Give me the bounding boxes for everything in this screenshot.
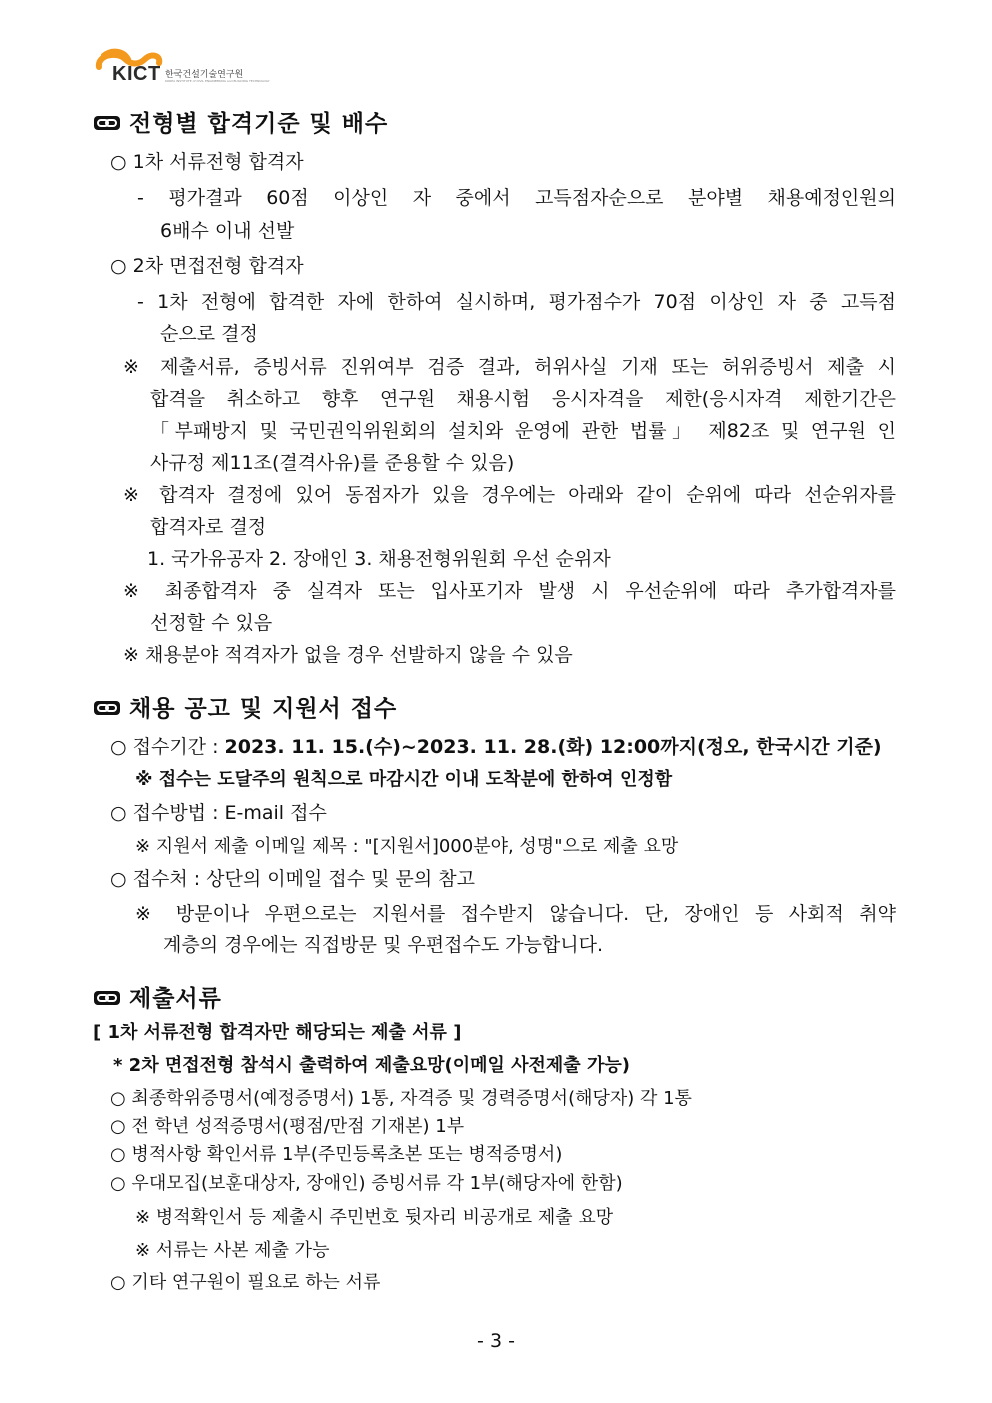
note-item: 선정할 수 있음	[150, 612, 273, 634]
section-heading-documents	[93, 987, 222, 1011]
note-item: ※ 지원서 제출 이메일 제목 : "[지원서]000분야, 성명"으로 제출 요망	[135, 836, 679, 857]
section-heading-pass-criteria	[93, 112, 388, 136]
kict-logo	[95, 45, 270, 87]
list-item: 순으로 결정	[160, 323, 258, 345]
list-item: ○ 최종학위증명서(예정증명서) 1통, 자격증 및 경력증명서(해당자) 각 1통	[110, 1088, 692, 1109]
note-item: ※ 채용분야 적격자가 없을 경우 선발하지 않을 수 있음	[123, 644, 573, 666]
note-item: ※ 접수는 도달주의 원칙으로 마감시간 이내 도착분에 한하여 인정함	[135, 769, 673, 790]
application-period	[110, 735, 882, 759]
note-item: ※ 제출서류, 증빙서류 진위여부 검증 결과, 허위사실 기재 또는 허위증빙서 제출 시	[123, 356, 896, 378]
list-item: ○ 1차 서류전형 합격자	[110, 151, 304, 173]
note-item: ※ 최종합격자 중 실격자 또는 입사포기자 발생 시 우선순위에 따라 추가합격자를	[123, 580, 896, 602]
note-item: 「부패방지 및 국민권익위원회의 설치와 운영에 관한 법률」 제82조 및 연구원 인	[150, 420, 896, 442]
link-icon	[93, 699, 121, 717]
link-icon	[93, 989, 121, 1007]
period-label: ○ 접수기간 :	[110, 736, 225, 758]
note-item: ※ 병적확인서 등 제출시 주민번호 뒷자리 비공개로 제출 요망	[135, 1207, 614, 1228]
priority-list: 1. 국가유공자 2. 장애인 3. 채용전형위원회 우선 순위자	[147, 548, 611, 570]
section-title: 전형별 합격기준 및 배수	[129, 111, 389, 137]
note-item: ※ 방문이나 우편으로는 지원서를 접수받지 않습니다. 단, 장애인 등 사회적 취약	[135, 903, 896, 925]
list-item: ○ 접수방법 : E-mail 접수	[110, 802, 327, 824]
note-item: 합격을 취소하고 향후 연구원 채용시험 응시자격을 제한(응시자격 제한기간은	[150, 388, 896, 410]
link-icon	[93, 114, 121, 132]
list-item: ○ 전 학년 성적증명서(평점/만점 기재본) 1부	[110, 1116, 465, 1137]
logo-text: KICT	[112, 63, 161, 85]
list-item: - 평가결과 60점 이상인 자 중에서 고득점자순으로 분야별 채용예정인원의	[137, 187, 896, 209]
page-number: - 3 -	[477, 1330, 515, 1352]
section-heading-application	[93, 697, 397, 721]
note-item: ※ 합격자 결정에 있어 동점자가 있을 경우에는 아래와 같이 순위에 따라 선순위자를	[123, 484, 896, 506]
list-item: - 1차 전형에 합격한 자에 한하여 실시하며, 평가점수가 70점 이상인 자 중 고득점	[137, 291, 896, 313]
org-name-en: KOREA INSTITUTE of CIVIL ENGINEERING and BUILDING TECHNOLOGY	[165, 79, 270, 83]
list-item: ○ 접수처 : 상단의 이메일 접수 및 문의 참고	[110, 868, 475, 890]
note-item: 계층의 경우에는 직접방문 및 우편접수도 가능합니다.	[163, 934, 604, 956]
org-name: 한국건설기술연구원	[165, 70, 244, 80]
section-title: 채용 공고 및 지원서 접수	[129, 696, 398, 722]
section-title: 제출서류	[129, 986, 222, 1012]
list-item: ○ 2차 면접전형 합격자	[110, 255, 304, 277]
list-item: ○ 기타 연구원이 필요로 하는 서류	[110, 1272, 381, 1293]
period-value: 2023. 11. 15.(수)~2023. 11. 28.(화) 12:00까지(정오, 한국시간 기준)	[224, 736, 882, 758]
note-item: 사규정 제11조(결격사유)를 준용할 수 있음)	[150, 452, 515, 474]
note-item: ※ 서류는 사본 제출 가능	[135, 1240, 330, 1261]
list-item: 6배수 이내 선발	[160, 220, 295, 242]
list-item: ○ 우대모집(보훈대상자, 장애인) 증빙서류 각 1부(해당자에 한함)	[110, 1173, 623, 1194]
documents-note: * 2차 면접전형 참석시 출력하여 제출요망(이메일 사전제출 가능)	[113, 1055, 630, 1076]
note-item: 합격자로 결정	[150, 516, 267, 538]
documents-subheading: [ 1차 서류전형 합격자만 해당되는 제출 서류 ]	[93, 1022, 462, 1043]
list-item: ○ 병적사항 확인서류 1부(주민등록초본 또는 병적증명서)	[110, 1144, 563, 1165]
